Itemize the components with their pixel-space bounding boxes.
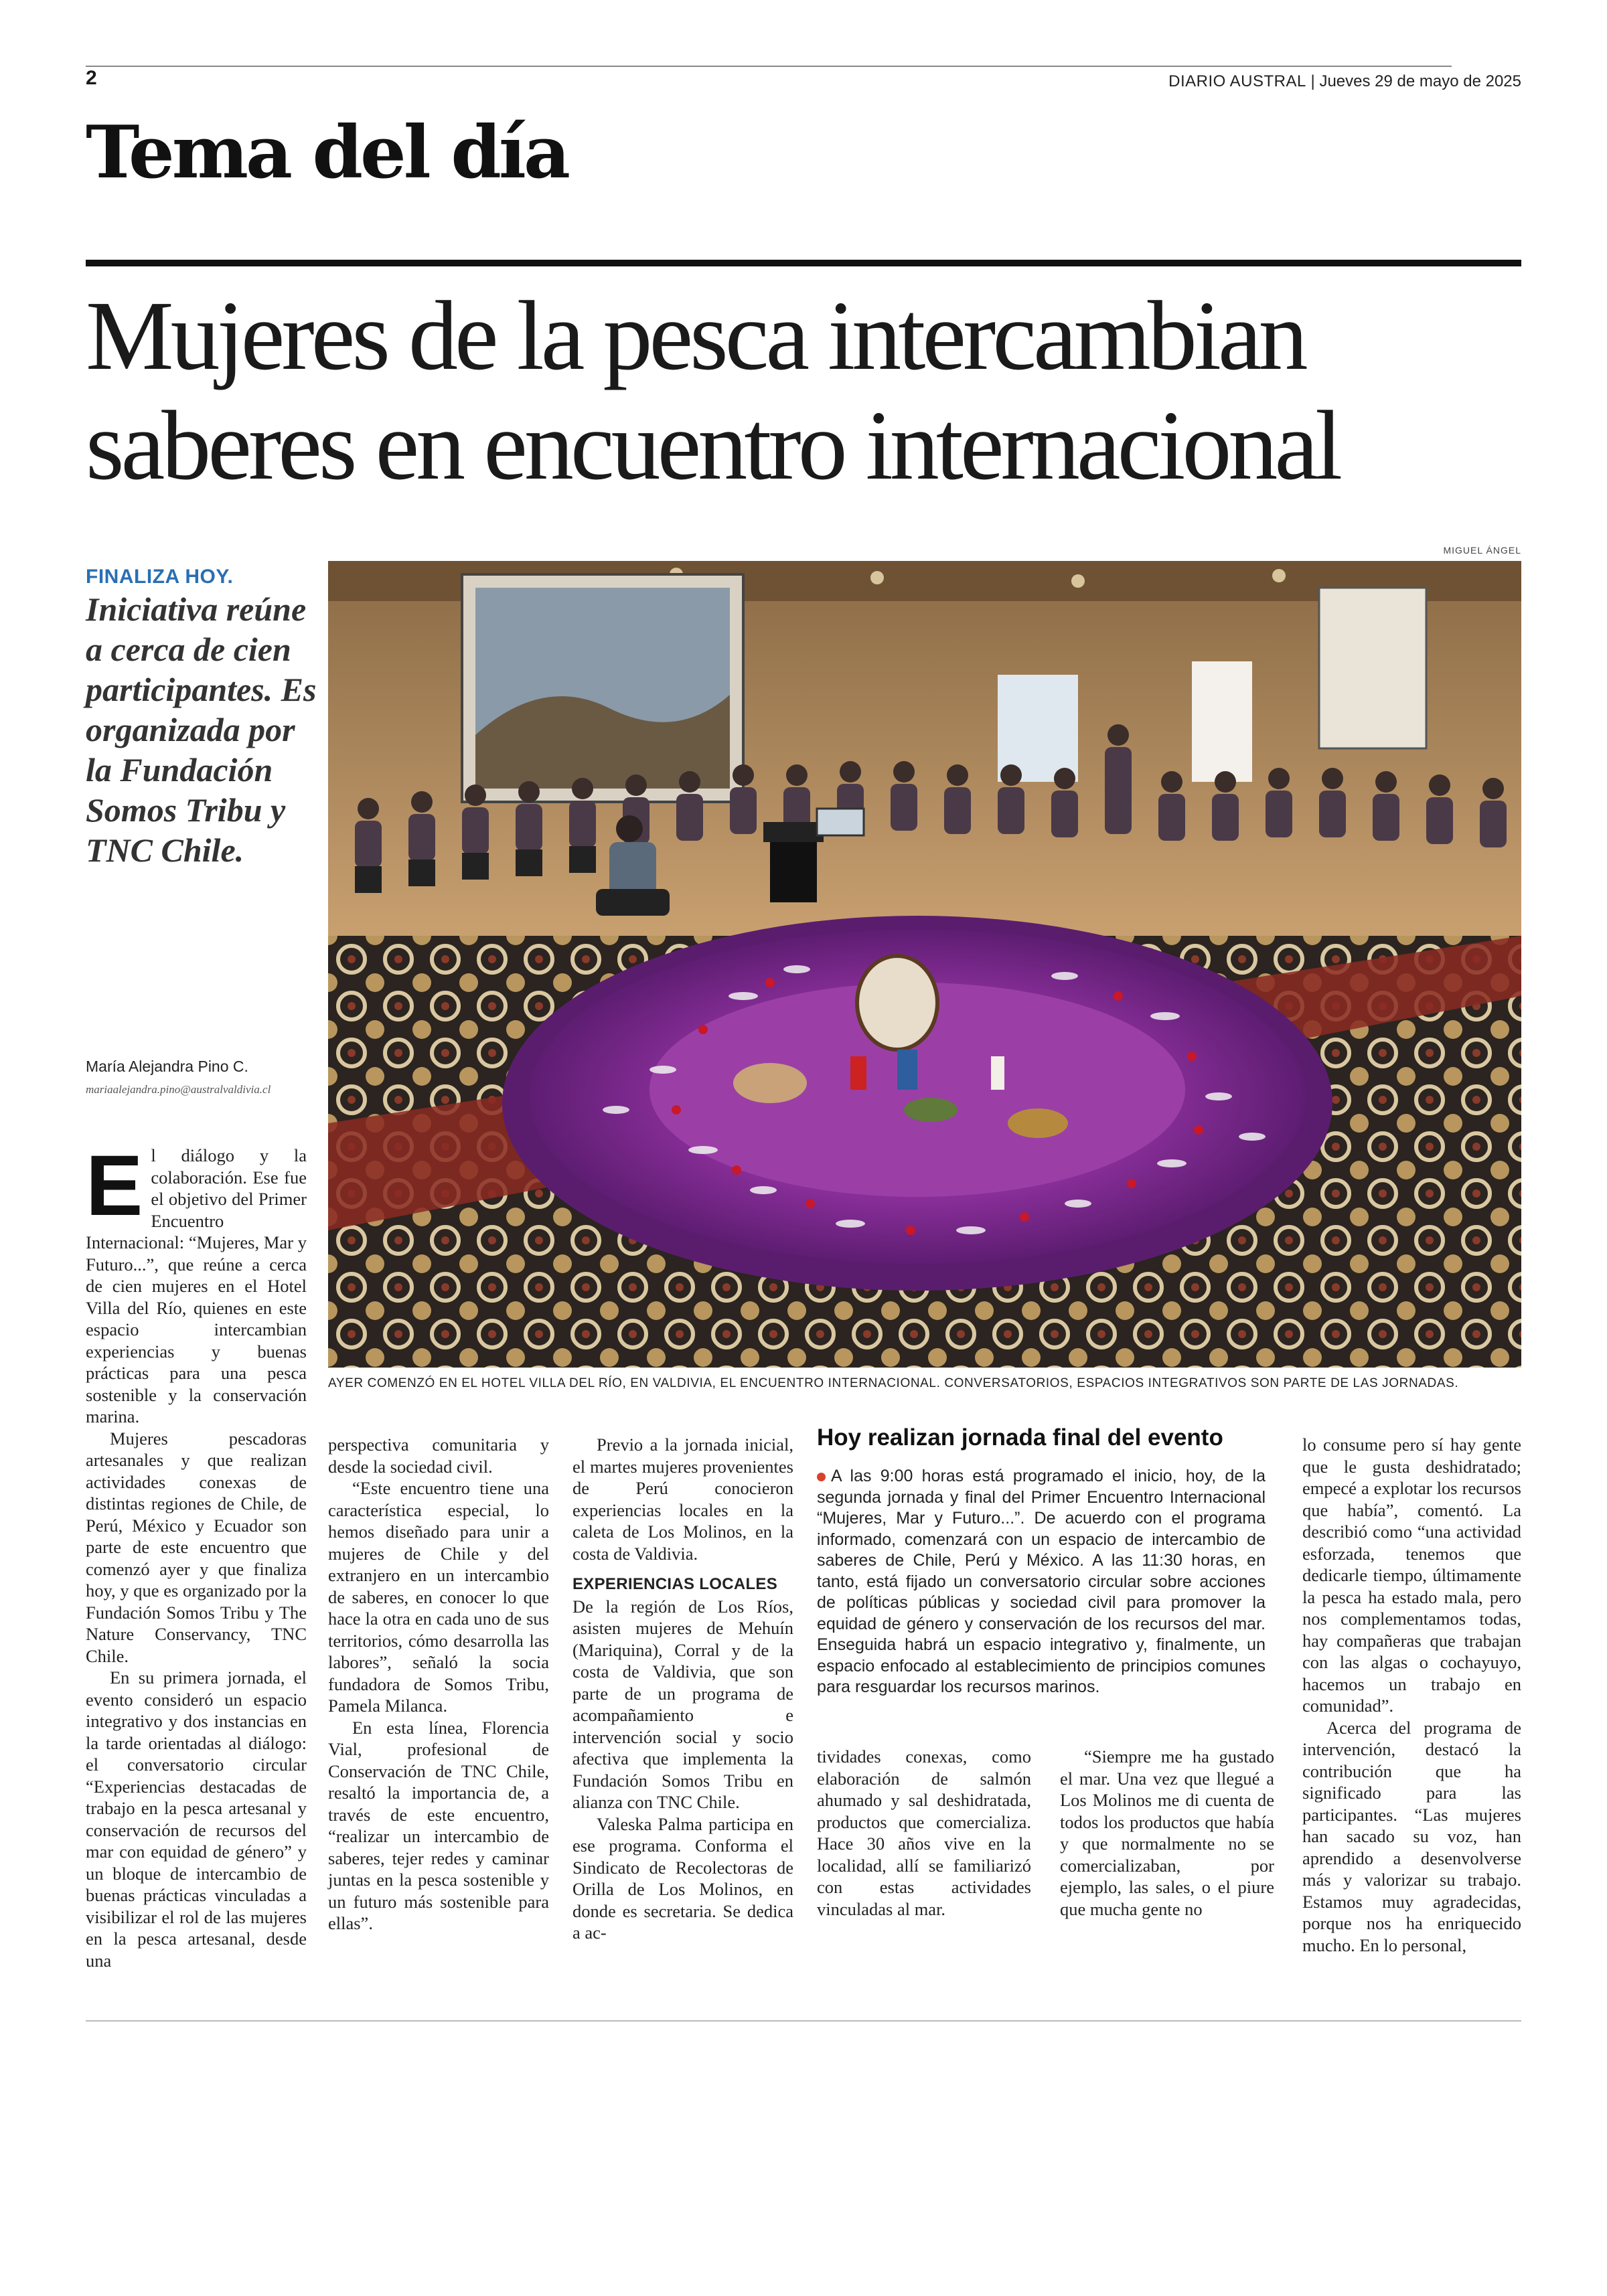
paragraph: De la región de Los Ríos, asisten mujeres de Mehuín (Mariquina), Corral y de la costa de Valdivia, que son parte de un programa de acompañamiento e intervención social y socio afectiva que implementa la Fundación Somos Tribu en alianza con TNC Chile. <box>572 1596 793 1812</box>
newspaper-name: DIARIO AUSTRAL <box>1168 72 1306 90</box>
event-photo-illustration <box>328 561 1521 1368</box>
column-4 <box>817 1746 1031 1920</box>
byline-author: María Alejandra Pino C. <box>86 1058 248 1075</box>
paragraph: Valeska Palma participa en ese programa. Conforma el Sindicato de Recolectoras de Orilla de Los Molinos, en donde es secretaria. Se dedica a ac- <box>572 1813 793 1943</box>
event-photo <box>328 561 1521 1368</box>
byline-email: mariaalejandra.pino@australvaldivia.cl <box>86 1083 271 1096</box>
lead-paragraph: Iniciativa reúne a cerca de cien participantes. Es organizada por la Fundación Somos Tribu y TNC Chile. <box>86 590 317 869</box>
top-rule <box>86 66 1452 67</box>
column-5 <box>1060 1746 1274 1920</box>
headline <box>86 281 1532 501</box>
paragraph: Acerca del programa de intervención, destacó la contribución que ha significado para las participantes. “Las mujeres han sacado su voz, han aprendido a desenvolverse más y valorizar su trabajo. Estamos muy agradecidas, porque nos ha enriquecido mucho. En lo personal, <box>1302 1717 1521 1955</box>
box-text: A las 9:00 horas está programado el inicio, hoy, de la segunda jornada y final del Primer Encuentro Internacional “Mujeres, Mar y Futuro...”. De acuerdo con el programa informado, comenzará con un espacio de intercambio de saberes de Chile, Perú y México. A las 11:30 horas, en tanto, está fijado un conversatorio circular sobre acciones de políticas públicas y sociedad civil para promover la equidad de género y conservación de los recursos del mar. Enseguida habrá un espacio integrativo y, finalmente, un espacio enfocado al establecimiento de principios comunes para resguardar los recursos marinos. <box>817 1467 1266 1696</box>
headline-line-1: Mujeres de la pesca intercambian <box>86 281 1305 391</box>
section-rule <box>86 260 1521 266</box>
paragraph-text: l diálogo y la colaboración. Ese fue el objetivo del Primer Encuentro Internacional: “Mujeres, Mar y Futuro...”, que reúne a cerca de cien mujeres en el Hotel Villa del Río, quienes en este espacio intercambian experiencias y buenas prácticas para una pesca sostenible y la conservación marina. <box>86 1145 307 1426</box>
box-paragraph <box>817 1466 1266 1698</box>
masthead-separator: | <box>1310 72 1320 90</box>
paragraph: “Este encuentro tiene una característica especial, lo hemos diseñado para unir a mujeres de Chile y del extranjero en un intercambio de saberes, en conocer lo que hace la otra en cada uno de sus territorios, cómo desarrolla las labores”, señaló la socia fundadora de Somos Tribu, Pamela Milanca. <box>328 1478 549 1716</box>
subheading: EXPERIENCIAS LOCALES <box>572 1575 778 1593</box>
column-1 <box>86 1138 307 1971</box>
paragraph: perspectiva comunitaria y desde la sociedad civil. <box>328 1434 549 1477</box>
paragraph: “Siempre me ha gustado el mar. Una vez que llegué a Los Molinos me di cuenta de todos los productos que había y que normalmente no se comercializaban, por ejemplo, las sales, o el piure que mucha gente no <box>1060 1746 1274 1919</box>
paragraph: tividades conexas, como elaboración de salmón ahumado y sal deshidratada, productos que comercializa. Hace 30 años vive en la localidad, allí se familiarizó con estas actividades vinculadas al mar. <box>817 1746 1031 1919</box>
paragraph: Mujeres pescadoras artesanales y que realizan actividades conexas de distintas regiones de Chile, de Perú, México y Ecuador son parte de este encuentro que comenzó ayer y que finaliza hoy, y que es organizado por la Fundación Somos Tribu y The Nature Conservancy, TNC Chile. <box>86 1428 307 1666</box>
paragraph: lo consume pero sí hay gente que le gusta deshidratado; empecé a explotar los recursos que había”, comentó. La describió como “una actividad esforzada, tenemos que dedicarle tiempo, últimamente la pesca ha estado mala, pero nos complementamos todas, hay compañeras que trabajan con las algas o cochayuyo, hacemos un trabajo en comunidad”. <box>1302 1434 1521 1716</box>
box-body <box>817 1466 1266 1698</box>
photo-caption: AYER COMENZÓ EN EL HOTEL VILLA DEL RÍO, EN VALDIVIA, EL ENCUENTRO INTERNACIONAL. CONVERSATORIOS, ESPACIOS INTEGRATIVOS SON PARTE DE LAS JORNADAS. <box>328 1376 1459 1390</box>
issue-date: Jueves 29 de mayo de 2025 <box>1319 72 1521 90</box>
paragraph: Previo a la jornada inicial, el martes mujeres provenientes de Perú conocieron experiencias locales en la caleta de Los Molinos, en la costa de Valdivia. <box>572 1434 793 1564</box>
headline-line-2: saberes en encuentro internacional <box>86 391 1340 501</box>
column-6 <box>1302 1434 1521 1956</box>
page-number: 2 <box>86 67 97 89</box>
paragraph: En esta línea, Florencia Vial, profesional de Conservación de TNC Chile, resaltó la importancia de, a través de este encuentro, “realizar un intercambio de saberes, tejer redes y caminar juntas en la pesca sostenible y un futuro más sostenible para ellas”. <box>328 1717 549 1933</box>
paragraph: En su primera jornada, el evento consideró un espacio integrativo y dos instancias en la tarde orientadas al diálogo: el conversatorio circular “Experiencias destacadas de trabajo en la pesca artesanal y conservación de recursos del mar con equidad de género” y un bloque de intercambio de buenas prácticas vinculadas a visibilizar el rol de las mujeres en la pesca artesanal, desde una <box>86 1667 307 1971</box>
photo-credit: MIGUEL ÁNGEL <box>1443 545 1521 556</box>
masthead <box>1168 72 1521 91</box>
bottom-rule <box>86 2020 1521 2022</box>
bullet-dot-icon <box>817 1473 826 1481</box>
drop-cap: E <box>86 1138 143 1234</box>
box-title: Hoy realizan jornada final del evento <box>817 1424 1223 1451</box>
kicker: FINALIZA HOY. <box>86 566 234 588</box>
paragraph <box>86 1138 307 1428</box>
column-3 <box>572 1434 793 1944</box>
section-title: Tema del día <box>86 110 568 195</box>
column-2 <box>328 1434 549 1935</box>
